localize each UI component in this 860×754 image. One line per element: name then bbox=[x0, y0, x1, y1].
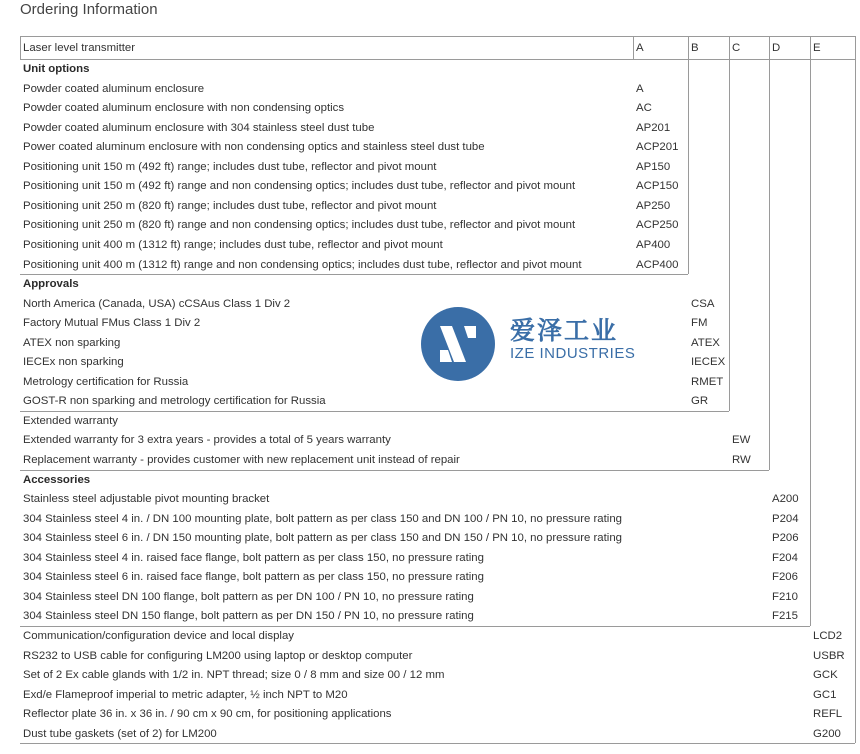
row-description: Powder coated aluminum enclosure bbox=[23, 82, 205, 95]
row-description: RS232 to USB cable for configuring LM200 using laptop or desktop computer bbox=[23, 649, 413, 662]
row-description: Set of 2 Ex cable glands with 1/2 in. NPT thread; size 0 / 8 mm and size 00 / 12 mm bbox=[23, 669, 445, 682]
row-code: A200 bbox=[772, 493, 799, 506]
row-description: Exd/e Flameproof imperial to metric adapter, ½ inch NPT to M20 bbox=[23, 688, 348, 701]
row-code: GC1 bbox=[813, 688, 837, 701]
row-code: LCD2 bbox=[813, 629, 843, 642]
header-column-d: D bbox=[772, 42, 781, 54]
section-bottom-rule bbox=[20, 470, 769, 471]
row-description: 304 Stainless steel DN 100 flange, bolt pattern as per DN 100 / PN 10, no pressure rating bbox=[23, 590, 474, 603]
row-code: RMET bbox=[691, 375, 724, 388]
row-description: North America (Canada, USA) cCSAus Class 1 Div 2 bbox=[23, 297, 291, 310]
column-rule bbox=[769, 36, 770, 470]
row-code: ATEX bbox=[691, 336, 720, 349]
row-description: Communication/configuration device and local display bbox=[23, 629, 294, 642]
column-rule bbox=[633, 36, 634, 59]
header-product-label: Laser level transmitter bbox=[23, 42, 136, 54]
row-code: RW bbox=[732, 454, 751, 466]
row-code: ACP250 bbox=[636, 219, 679, 232]
row-description: 304 Stainless steel DN 150 flange, bolt pattern as per DN 150 / PN 10, no pressure rating bbox=[23, 610, 474, 623]
row-description: Stainless steel adjustable pivot mounting bracket bbox=[23, 493, 270, 506]
row-code: ACP150 bbox=[636, 180, 679, 193]
section-heading: Approvals bbox=[23, 278, 79, 291]
row-code: F215 bbox=[772, 610, 798, 623]
row-code: REFL bbox=[813, 708, 843, 721]
row-description: Replacement warranty - provides customer with new replacement unit instead of repair bbox=[23, 454, 460, 466]
header-column-c: C bbox=[732, 42, 741, 54]
row-code: AC bbox=[636, 102, 652, 115]
row-description: Reflector plate 36 in. x 36 in. / 90 cm x 90 cm, for positioning applications bbox=[23, 708, 392, 721]
row-code: ACP201 bbox=[636, 141, 679, 154]
row-code: AP201 bbox=[636, 121, 671, 134]
row-description: Positioning unit 400 m (1312 ft) range and non condensing optics; includes dust tube, reflector and pivot mount bbox=[23, 258, 582, 271]
row-description: Factory Mutual FMus Class 1 Div 2 bbox=[23, 317, 201, 330]
section-bottom-rule bbox=[20, 274, 688, 275]
row-code: AP250 bbox=[636, 199, 671, 212]
row-description: Power coated aluminum enclosure with non condensing optics and stainless steel dust tube bbox=[23, 141, 485, 154]
row-code: GR bbox=[691, 395, 709, 408]
section-bottom-rule bbox=[20, 411, 729, 412]
row-description: IECEx non sparking bbox=[23, 356, 124, 369]
watermark-english-text: IZE INDUSTRIES bbox=[510, 345, 636, 362]
row-code: AP400 bbox=[636, 238, 671, 251]
header-column-e: E bbox=[813, 42, 821, 54]
row-description: Powder coated aluminum enclosure with 304 stainless steel dust tube bbox=[23, 121, 375, 134]
table-left-rule bbox=[20, 36, 21, 59]
row-description: GOST-R non sparking and metrology certification for Russia bbox=[23, 395, 326, 408]
row-description: Positioning unit 250 m (820 ft) range and non condensing optics; includes dust tube, reflector and pivot mount bbox=[23, 219, 576, 232]
row-description: 304 Stainless steel 6 in. raised face flange, bolt pattern as per class 150, no pressure rating bbox=[23, 571, 484, 584]
row-code: GCK bbox=[813, 669, 838, 682]
row-code: F206 bbox=[772, 571, 798, 584]
column-rule bbox=[729, 36, 730, 411]
column-rule bbox=[688, 36, 689, 274]
row-description: Positioning unit 250 m (820 ft) range; includes dust tube, reflector and pivot mount bbox=[23, 199, 437, 212]
row-description: Positioning unit 400 m (1312 ft) range; includes dust tube, reflector and pivot mount bbox=[23, 238, 443, 251]
row-code: P204 bbox=[772, 512, 799, 525]
row-code: F210 bbox=[772, 590, 798, 603]
header-column-b: B bbox=[691, 42, 699, 54]
section-heading: Accessories bbox=[23, 473, 91, 486]
row-description: ATEX non sparking bbox=[23, 336, 121, 349]
row-description: Powder coated aluminum enclosure with non condensing optics bbox=[23, 102, 345, 115]
table-right-rule-full bbox=[855, 36, 856, 743]
row-description: Metrology certification for Russia bbox=[23, 375, 189, 388]
row-code: USBR bbox=[813, 649, 845, 662]
row-description: 304 Stainless steel 4 in. / DN 100 mounting plate, bolt pattern as per class 150 and DN 100 / PN 10, no pressure rating bbox=[23, 512, 622, 525]
row-description: 304 Stainless steel 4 in. raised face flange, bolt pattern as per class 150, no pressure rating bbox=[23, 551, 484, 564]
row-description: Extended warranty for 3 extra years - provides a total of 5 years warranty bbox=[23, 434, 391, 447]
row-description: Positioning unit 150 m (492 ft) range; includes dust tube, reflector and pivot mount bbox=[23, 160, 437, 173]
row-description: Dust tube gaskets (set of 2) for LM200 bbox=[23, 727, 217, 740]
row-code: F204 bbox=[772, 551, 798, 564]
page-title: Ordering Information bbox=[20, 1, 158, 18]
ize-logo-icon bbox=[420, 306, 496, 382]
row-description: 304 Stainless steel 6 in. / DN 150 mounting plate, bolt pattern as per class 150 and DN 150 / PN 10, no pressure rating bbox=[23, 532, 622, 545]
column-rule bbox=[810, 36, 811, 626]
row-code: G200 bbox=[813, 727, 841, 740]
row-description: Positioning unit 150 m (492 ft) range and non condensing optics; includes dust tube, reflector and pivot mount bbox=[23, 180, 576, 193]
header-column-a: A bbox=[636, 42, 644, 54]
watermark-chinese-text: 爱泽工业 bbox=[510, 317, 619, 345]
row-code: P206 bbox=[772, 532, 799, 545]
row-code: ACP400 bbox=[636, 258, 679, 271]
section-heading: Extended warranty bbox=[23, 414, 118, 427]
section-heading: Unit options bbox=[23, 63, 90, 75]
row-code: IECEX bbox=[691, 356, 726, 369]
row-code: AP150 bbox=[636, 160, 671, 173]
section-bottom-rule bbox=[20, 626, 810, 627]
row-code: FM bbox=[691, 317, 708, 330]
section-bottom-rule bbox=[20, 743, 855, 744]
row-code: A bbox=[636, 82, 644, 95]
row-code: CSA bbox=[691, 297, 715, 310]
row-code: EW bbox=[732, 434, 751, 447]
